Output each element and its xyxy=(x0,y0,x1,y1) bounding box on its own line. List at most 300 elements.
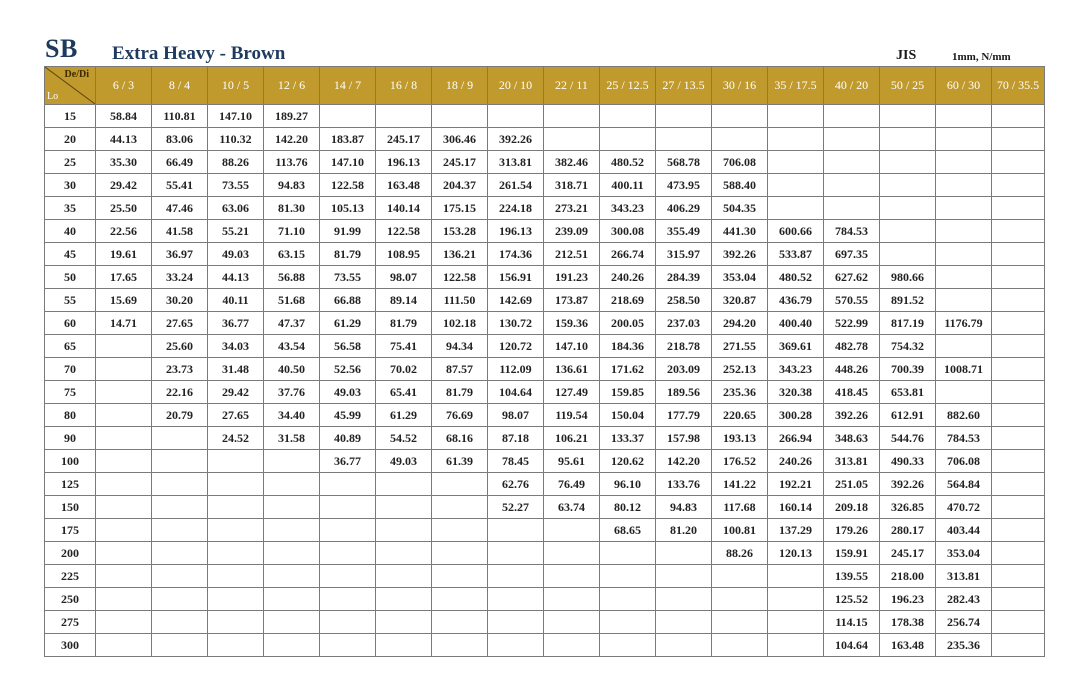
spring-rate-cell: 96.10 xyxy=(600,473,656,496)
spring-rate-cell xyxy=(992,404,1045,427)
spring-rate-cell: 122.58 xyxy=(320,174,376,197)
free-length-cell: 30 xyxy=(45,174,96,197)
spring-rate-cell xyxy=(432,611,488,634)
spring-rate-cell: 313.81 xyxy=(936,565,992,588)
spring-rate-cell xyxy=(96,496,152,519)
spring-rate-cell xyxy=(824,128,880,151)
spring-rate-cell xyxy=(544,565,600,588)
column-header: 40 / 20 xyxy=(824,67,880,105)
spring-rate-cell xyxy=(432,473,488,496)
spring-rate-cell: 56.88 xyxy=(264,266,320,289)
spring-rate-cell xyxy=(488,542,544,565)
free-length-cell: 200 xyxy=(45,542,96,565)
spring-rate-cell: 47.37 xyxy=(264,312,320,335)
spring-rate-cell: 258.50 xyxy=(656,289,712,312)
spring-rate-cell: 70.02 xyxy=(376,358,432,381)
spring-rate-cell: 544.76 xyxy=(880,427,936,450)
spring-rate-cell: 1008.71 xyxy=(936,358,992,381)
spring-rate-cell: 65.41 xyxy=(376,381,432,404)
spring-rate-cell: 240.26 xyxy=(600,266,656,289)
spring-rate-cell: 183.87 xyxy=(320,128,376,151)
spring-rate-cell: 73.55 xyxy=(208,174,264,197)
spring-rate-cell: 147.10 xyxy=(320,151,376,174)
spring-rate-cell: 448.26 xyxy=(824,358,880,381)
spring-rate-cell xyxy=(992,381,1045,404)
spring-rate-cell: 271.55 xyxy=(712,335,768,358)
spring-rate-cell: 142.20 xyxy=(264,128,320,151)
free-length-cell: 175 xyxy=(45,519,96,542)
spring-rate-cell xyxy=(488,588,544,611)
spring-rate-cell: 700.39 xyxy=(880,358,936,381)
spring-rate-cell xyxy=(936,174,992,197)
spring-rate-cell xyxy=(992,519,1045,542)
table-row xyxy=(45,151,1045,174)
spring-rate-cell: 27.65 xyxy=(152,312,208,335)
spring-rate-cell: 44.13 xyxy=(96,128,152,151)
column-header: 18 / 9 xyxy=(432,67,488,105)
spring-rate-cell: 108.95 xyxy=(376,243,432,266)
table-row xyxy=(45,105,1045,128)
spring-rate-cell: 273.21 xyxy=(544,197,600,220)
spring-rate-cell: 127.49 xyxy=(544,381,600,404)
spring-rate-cell xyxy=(880,197,936,220)
spring-rate-cell: 14.71 xyxy=(96,312,152,335)
spring-rate-cell: 300.08 xyxy=(600,220,656,243)
spring-rate-cell: 88.26 xyxy=(208,151,264,174)
spring-rate-cell xyxy=(376,588,432,611)
free-length-cell: 60 xyxy=(45,312,96,335)
spring-rate-cell: 30.20 xyxy=(152,289,208,312)
spring-rate-cell xyxy=(992,312,1045,335)
spring-rate-cell xyxy=(656,105,712,128)
spring-rate-cell: 55.21 xyxy=(208,220,264,243)
spring-rate-cell: 81.79 xyxy=(432,381,488,404)
spring-rate-cell: 98.07 xyxy=(488,404,544,427)
table-row xyxy=(45,542,1045,565)
spring-rate-cell: 239.09 xyxy=(544,220,600,243)
column-header: 10 / 5 xyxy=(208,67,264,105)
spring-rate-cell: 266.74 xyxy=(600,243,656,266)
spring-rate-cell xyxy=(376,105,432,128)
spring-rate-cell xyxy=(768,611,824,634)
spring-rate-cell: 17.65 xyxy=(96,266,152,289)
spring-rate-cell: 280.17 xyxy=(880,519,936,542)
free-length-cell: 90 xyxy=(45,427,96,450)
spring-rate-cell xyxy=(376,473,432,496)
column-header: 27 / 13.5 xyxy=(656,67,712,105)
spring-rate-cell xyxy=(544,542,600,565)
spring-rate-cell: 29.42 xyxy=(96,174,152,197)
spring-rate-table xyxy=(44,66,1045,657)
spring-rate-cell: 482.78 xyxy=(824,335,880,358)
spring-rate-cell: 34.03 xyxy=(208,335,264,358)
spring-rate-cell xyxy=(152,634,208,657)
column-header: 20 / 10 xyxy=(488,67,544,105)
spring-rate-cell: 504.35 xyxy=(712,197,768,220)
column-header: 22 / 11 xyxy=(544,67,600,105)
spring-rate-cell: 218.00 xyxy=(880,565,936,588)
spring-rate-cell: 160.14 xyxy=(768,496,824,519)
corner-length-label: Lo xyxy=(47,91,59,102)
spring-rate-cell xyxy=(432,519,488,542)
spring-rate-cell xyxy=(992,542,1045,565)
spring-rate-cell xyxy=(376,634,432,657)
spring-rate-cell: 94.83 xyxy=(264,174,320,197)
spring-rate-cell xyxy=(712,588,768,611)
spring-rate-cell: 106.21 xyxy=(544,427,600,450)
spring-rate-cell: 31.48 xyxy=(208,358,264,381)
spring-rate-cell xyxy=(992,335,1045,358)
table-row xyxy=(45,611,1045,634)
spring-rate-cell xyxy=(320,496,376,519)
spring-rate-cell: 56.58 xyxy=(320,335,376,358)
spring-rate-cell: 224.18 xyxy=(488,197,544,220)
spring-rate-cell xyxy=(600,128,656,151)
spring-rate-cell: 784.53 xyxy=(936,427,992,450)
spring-rate-cell xyxy=(712,105,768,128)
spring-rate-cell xyxy=(992,496,1045,519)
spring-rate-cell: 522.99 xyxy=(824,312,880,335)
spring-rate-cell: 240.26 xyxy=(768,450,824,473)
table-row xyxy=(45,174,1045,197)
spring-rate-cell: 533.87 xyxy=(768,243,824,266)
spring-rate-cell: 36.77 xyxy=(320,450,376,473)
spring-rate-cell xyxy=(992,427,1045,450)
spring-rate-cell: 19.61 xyxy=(96,243,152,266)
spring-rate-cell xyxy=(96,335,152,358)
spring-rate-cell: 20.79 xyxy=(152,404,208,427)
spring-rate-cell: 235.36 xyxy=(936,634,992,657)
spring-rate-cell: 49.03 xyxy=(320,381,376,404)
spring-rate-cell: 25.60 xyxy=(152,335,208,358)
spring-rate-cell xyxy=(768,128,824,151)
spring-rate-cell: 406.29 xyxy=(656,197,712,220)
table-row xyxy=(45,335,1045,358)
spring-rate-cell: 355.49 xyxy=(656,220,712,243)
table-row xyxy=(45,634,1045,657)
spring-rate-cell xyxy=(264,542,320,565)
table-row xyxy=(45,220,1045,243)
spring-rate-cell xyxy=(208,519,264,542)
spring-rate-cell: 196.23 xyxy=(880,588,936,611)
free-length-cell: 75 xyxy=(45,381,96,404)
spring-rate-cell xyxy=(880,105,936,128)
spring-rate-cell xyxy=(488,634,544,657)
spring-rate-cell xyxy=(152,427,208,450)
spring-rate-cell xyxy=(376,519,432,542)
free-length-cell: 50 xyxy=(45,266,96,289)
spring-rate-cell: 61.29 xyxy=(320,312,376,335)
spring-rate-cell xyxy=(656,634,712,657)
spring-rate-cell: 179.26 xyxy=(824,519,880,542)
spring-rate-cell xyxy=(152,473,208,496)
spring-rate-cell xyxy=(208,542,264,565)
spring-rate-cell xyxy=(152,542,208,565)
spring-rate-cell: 245.17 xyxy=(376,128,432,151)
spring-rate-cell: 58.84 xyxy=(96,105,152,128)
spring-rate-cell: 171.62 xyxy=(600,358,656,381)
spring-rate-cell: 174.36 xyxy=(488,243,544,266)
spring-rate-cell xyxy=(824,151,880,174)
spring-rate-cell: 235.36 xyxy=(712,381,768,404)
spring-rate-cell: 63.74 xyxy=(544,496,600,519)
spring-rate-cell xyxy=(768,634,824,657)
spring-rate-cell: 120.13 xyxy=(768,542,824,565)
spring-rate-cell: 66.49 xyxy=(152,151,208,174)
spring-rate-cell xyxy=(320,542,376,565)
spring-rate-cell xyxy=(600,565,656,588)
spring-rate-cell xyxy=(96,611,152,634)
spring-rate-cell: 218.69 xyxy=(600,289,656,312)
spring-rate-cell: 68.65 xyxy=(600,519,656,542)
spring-rate-cell: 95.61 xyxy=(544,450,600,473)
spring-rate-cell: 66.88 xyxy=(320,289,376,312)
spring-rate-cell: 353.04 xyxy=(712,266,768,289)
spring-rate-cell: 320.38 xyxy=(768,381,824,404)
spring-rate-cell xyxy=(432,634,488,657)
spring-rate-cell: 313.81 xyxy=(824,450,880,473)
spring-rate-cell: 568.78 xyxy=(656,151,712,174)
spring-rate-cell: 218.78 xyxy=(656,335,712,358)
spring-rate-cell xyxy=(936,266,992,289)
spring-rate-cell: 436.79 xyxy=(768,289,824,312)
spring-rate-cell: 252.13 xyxy=(712,358,768,381)
spring-rate-cell: 34.40 xyxy=(264,404,320,427)
spring-rate-cell xyxy=(936,243,992,266)
spring-rate-cell: 570.55 xyxy=(824,289,880,312)
spring-rate-cell xyxy=(264,588,320,611)
table-row xyxy=(45,427,1045,450)
spring-rate-cell xyxy=(96,404,152,427)
column-header: 70 / 35.5 xyxy=(992,67,1045,105)
spring-rate-cell: 47.46 xyxy=(152,197,208,220)
corner-outer-inner-label: De/Di xyxy=(64,69,89,80)
spring-rate-cell xyxy=(208,588,264,611)
spring-rate-cell: 81.30 xyxy=(264,197,320,220)
spring-rate-cell xyxy=(880,220,936,243)
spring-rate-cell: 418.45 xyxy=(824,381,880,404)
spring-rate-cell: 36.77 xyxy=(208,312,264,335)
spring-rate-cell xyxy=(320,611,376,634)
spring-rate-cell xyxy=(544,611,600,634)
spring-rate-cell xyxy=(992,128,1045,151)
spring-rate-cell xyxy=(208,496,264,519)
spring-rate-cell: 52.56 xyxy=(320,358,376,381)
spring-rate-cell: 76.49 xyxy=(544,473,600,496)
free-length-cell: 100 xyxy=(45,450,96,473)
spring-rate-cell xyxy=(712,128,768,151)
spring-rate-cell xyxy=(544,105,600,128)
spring-rate-cell xyxy=(432,496,488,519)
spring-rate-cell: 282.43 xyxy=(936,588,992,611)
table-row xyxy=(45,266,1045,289)
spring-rate-cell xyxy=(992,634,1045,657)
spring-rate-cell: 24.52 xyxy=(208,427,264,450)
spring-rate-cell xyxy=(936,197,992,220)
spring-rate-cell xyxy=(208,450,264,473)
spring-rate-cell xyxy=(936,381,992,404)
spring-rate-cell xyxy=(152,519,208,542)
spring-rate-cell xyxy=(544,128,600,151)
spring-rate-cell: 104.64 xyxy=(488,381,544,404)
spring-rate-cell: 61.29 xyxy=(376,404,432,427)
spring-rate-cell: 52.27 xyxy=(488,496,544,519)
spring-rate-cell xyxy=(432,542,488,565)
spring-rate-cell xyxy=(96,358,152,381)
spring-rate-cell: 136.21 xyxy=(432,243,488,266)
spring-rate-cell: 105.13 xyxy=(320,197,376,220)
spring-rate-cell: 318.71 xyxy=(544,174,600,197)
corner-cell xyxy=(45,67,96,105)
spring-rate-cell: 178.38 xyxy=(880,611,936,634)
spring-rate-cell xyxy=(992,588,1045,611)
spring-rate-cell: 284.39 xyxy=(656,266,712,289)
spring-rate-cell xyxy=(488,565,544,588)
spring-rate-cell: 173.87 xyxy=(544,289,600,312)
spring-rate-cell: 94.34 xyxy=(432,335,488,358)
spring-rate-cell: 45.99 xyxy=(320,404,376,427)
spring-rate-cell: 200.05 xyxy=(600,312,656,335)
spring-rate-cell: 122.58 xyxy=(376,220,432,243)
spring-rate-cell xyxy=(992,450,1045,473)
spring-rate-cell xyxy=(992,105,1045,128)
spring-rate-cell: 159.36 xyxy=(544,312,600,335)
spring-rate-cell: 326.85 xyxy=(880,496,936,519)
spring-rate-cell: 817.19 xyxy=(880,312,936,335)
free-length-cell: 25 xyxy=(45,151,96,174)
spring-rate-cell: 153.28 xyxy=(432,220,488,243)
spring-rate-cell: 120.62 xyxy=(600,450,656,473)
spring-rate-cell: 261.54 xyxy=(488,174,544,197)
table-body xyxy=(45,105,1045,657)
spring-rate-cell: 83.06 xyxy=(152,128,208,151)
spring-rate-cell: 245.17 xyxy=(880,542,936,565)
spring-rate-cell: 51.68 xyxy=(264,289,320,312)
spring-rate-cell xyxy=(96,473,152,496)
spring-rate-cell: 392.26 xyxy=(712,243,768,266)
spring-rate-cell: 37.76 xyxy=(264,381,320,404)
spring-rate-cell xyxy=(992,151,1045,174)
spring-rate-cell: 706.08 xyxy=(712,151,768,174)
spring-rate-cell: 237.03 xyxy=(656,312,712,335)
spring-rate-cell: 33.24 xyxy=(152,266,208,289)
spring-rate-cell xyxy=(152,450,208,473)
spring-rate-cell: 78.45 xyxy=(488,450,544,473)
spring-rate-cell: 697.35 xyxy=(824,243,880,266)
spring-rate-cell xyxy=(992,289,1045,312)
spring-rate-cell: 343.23 xyxy=(600,197,656,220)
spring-rate-cell xyxy=(208,611,264,634)
spring-rate-cell xyxy=(264,611,320,634)
spring-rate-cell: 204.37 xyxy=(432,174,488,197)
spring-rate-cell xyxy=(432,105,488,128)
spring-rate-cell xyxy=(824,197,880,220)
spring-rate-cell xyxy=(432,588,488,611)
spring-rate-cell: 136.61 xyxy=(544,358,600,381)
spring-rate-cell: 157.98 xyxy=(656,427,712,450)
spring-rate-cell xyxy=(96,565,152,588)
spring-rate-cell: 1176.79 xyxy=(936,312,992,335)
spring-rate-cell xyxy=(656,542,712,565)
spring-rate-cell xyxy=(768,565,824,588)
spring-rate-cell: 306.46 xyxy=(432,128,488,151)
header-row xyxy=(45,67,1045,105)
free-length-cell: 65 xyxy=(45,335,96,358)
spring-rate-cell: 706.08 xyxy=(936,450,992,473)
spring-rate-cell: 140.14 xyxy=(376,197,432,220)
spring-rate-cell: 490.33 xyxy=(880,450,936,473)
spring-rate-cell: 63.15 xyxy=(264,243,320,266)
free-length-cell: 35 xyxy=(45,197,96,220)
spring-rate-cell xyxy=(712,634,768,657)
spring-rate-cell xyxy=(992,358,1045,381)
spring-rate-cell xyxy=(936,151,992,174)
column-header: 25 / 12.5 xyxy=(600,67,656,105)
spring-rate-cell xyxy=(544,634,600,657)
table-row xyxy=(45,312,1045,335)
spring-rate-cell xyxy=(880,174,936,197)
spring-rate-cell: 784.53 xyxy=(824,220,880,243)
free-length-cell: 40 xyxy=(45,220,96,243)
spring-rate-cell: 882.60 xyxy=(936,404,992,427)
spring-rate-cell: 102.18 xyxy=(432,312,488,335)
spring-rate-cell xyxy=(320,634,376,657)
units-label: 1mm, N/mm xyxy=(952,51,1011,63)
spring-rate-cell: 61.39 xyxy=(432,450,488,473)
spring-rate-cell: 41.58 xyxy=(152,220,208,243)
free-length-cell: 125 xyxy=(45,473,96,496)
spring-rate-cell: 76.69 xyxy=(432,404,488,427)
spring-rate-cell: 315.97 xyxy=(656,243,712,266)
spring-rate-cell: 159.85 xyxy=(600,381,656,404)
spring-rate-cell: 400.40 xyxy=(768,312,824,335)
spring-rate-cell xyxy=(208,565,264,588)
spring-rate-cell: 251.05 xyxy=(824,473,880,496)
spring-rate-cell xyxy=(656,565,712,588)
spring-rate-cell xyxy=(208,634,264,657)
table-row xyxy=(45,565,1045,588)
spring-rate-cell: 470.72 xyxy=(936,496,992,519)
free-length-cell: 20 xyxy=(45,128,96,151)
spring-rate-cell: 49.03 xyxy=(208,243,264,266)
spring-rate-cell: 245.17 xyxy=(432,151,488,174)
spring-rate-cell xyxy=(264,634,320,657)
spring-rate-cell: 196.13 xyxy=(488,220,544,243)
spring-rate-cell: 117.68 xyxy=(712,496,768,519)
spring-rate-cell: 343.23 xyxy=(768,358,824,381)
spring-rate-cell xyxy=(544,588,600,611)
spring-rate-cell xyxy=(880,243,936,266)
spring-rate-cell: 22.16 xyxy=(152,381,208,404)
spring-rate-cell: 35.30 xyxy=(96,151,152,174)
spring-rate-cell: 29.42 xyxy=(208,381,264,404)
table-row xyxy=(45,473,1045,496)
spring-rate-cell xyxy=(824,105,880,128)
spring-rate-cell: 294.20 xyxy=(712,312,768,335)
spring-rate-cell xyxy=(264,473,320,496)
spring-rate-cell xyxy=(488,611,544,634)
spring-rate-cell xyxy=(96,450,152,473)
spring-rate-cell: 891.52 xyxy=(880,289,936,312)
spring-rate-cell: 159.91 xyxy=(824,542,880,565)
free-length-cell: 300 xyxy=(45,634,96,657)
spring-rate-cell xyxy=(320,519,376,542)
column-header: 16 / 8 xyxy=(376,67,432,105)
spring-rate-cell xyxy=(656,611,712,634)
free-length-cell: 250 xyxy=(45,588,96,611)
spring-rate-cell: 392.26 xyxy=(824,404,880,427)
spring-rate-cell: 212.51 xyxy=(544,243,600,266)
